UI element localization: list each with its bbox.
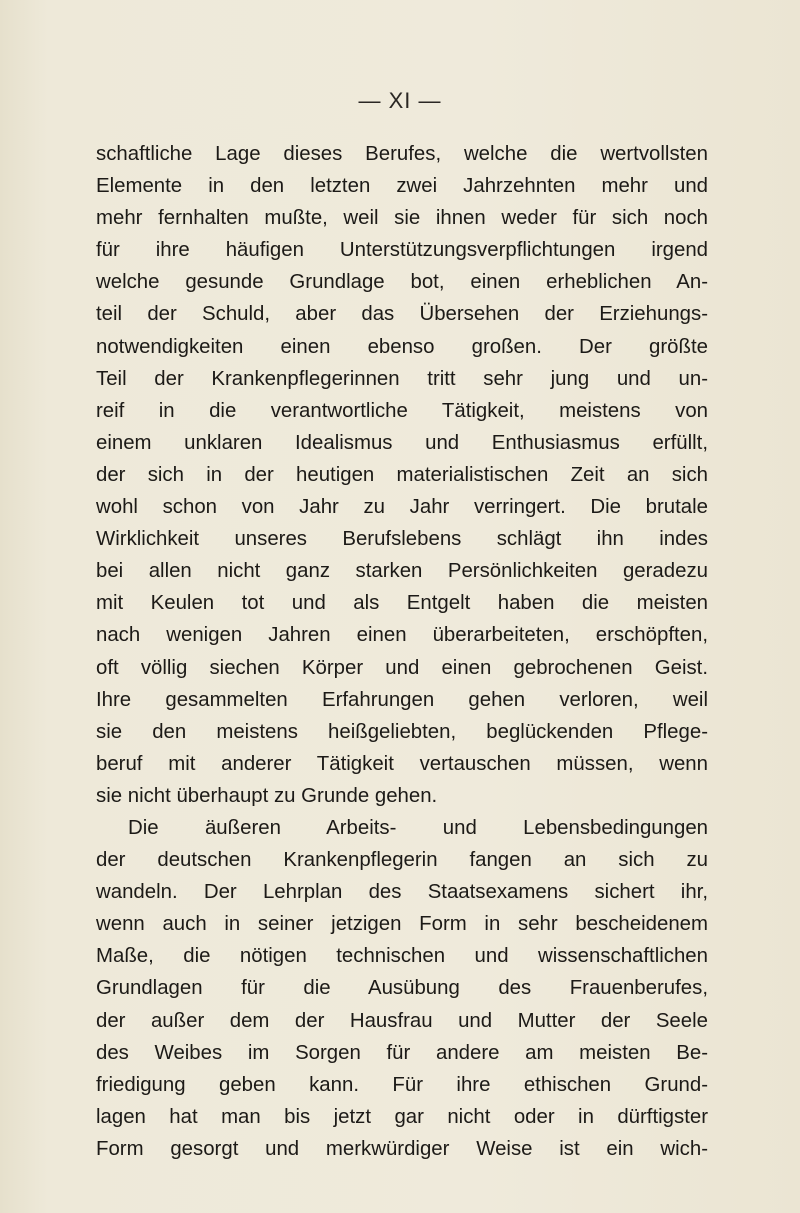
text-line: beruf mit anderer Tätigkeit vertauschen müssen, wenn [96, 752, 708, 775]
text-line: Wirklichkeit unseres Berufslebens schlägt ihn indes [96, 528, 708, 551]
text-line: notwendigkeiten einen ebenso großen. Der größte [96, 335, 708, 358]
text-line: oft völlig siechen Körper und einen gebrochenen Geist. [96, 656, 708, 679]
text-line: sie den meistens heißgeliebten, beglückenden Pflege- [96, 720, 708, 743]
page-number: — XI — [358, 88, 442, 113]
paragraph-end-line: sie nicht überhaupt zu Grunde gehen. [96, 784, 438, 807]
body-text [96, 138, 708, 1165]
text-line: Elemente in den letzten zwei Jahrzehnten mehr und [96, 175, 708, 198]
text-line: nach wenigen Jahren einen überarbeiteten, erschöpften, [96, 624, 708, 647]
text-line: welche gesunde Grundlage bot, einen erheblichen An- [96, 271, 708, 294]
text-line: für ihre häufigen Unterstützungsverpflichtungen irgend [96, 239, 708, 262]
text-line: lagen hat man bis jetzt gar nicht oder in dürftigster [96, 1105, 708, 1128]
text-line: teil der Schuld, aber das Übersehen der Erziehungs- [96, 303, 708, 326]
text-line: Grundlagen für die Ausübung des Frauenberufes, [96, 977, 708, 1000]
text-line: Teil der Krankenpflegerinnen tritt sehr jung und un- [96, 367, 708, 390]
text-line: einem unklaren Idealismus und Enthusiasmus erfüllt, [96, 431, 708, 454]
text-line: friedigung geben kann. Für ihre ethischen Grund- [96, 1073, 708, 1096]
text-line: der deutschen Krankenpflegerin fangen an sich zu [96, 849, 708, 872]
text-line: Form gesorgt und merkwürdiger Weise ist ein wich- [96, 1137, 708, 1160]
text-line: Maße, die nötigen technischen und wissenschaftlichen [96, 945, 708, 968]
paragraph-start-line: Die äußeren Arbeits- und Lebensbedingungen [128, 816, 708, 839]
text-line: bei allen nicht ganz starken Persönlichkeiten geradezu [96, 560, 708, 583]
text-line: der sich in der heutigen materialistischen Zeit an sich [96, 463, 708, 486]
text-line: mit Keulen tot und als Entgelt haben die meisten [96, 592, 708, 615]
text-line: schaftliche Lage dieses Berufes, welche die wertvollsten [96, 143, 708, 165]
text-line: reif in die verantwortliche Tätigkeit, meistens von [96, 399, 708, 422]
text-line: des Weibes im Sorgen für andere am meisten Be- [96, 1041, 708, 1064]
text-line: wandeln. Der Lehrplan des Staatsexamens sichert ihr, [96, 881, 708, 904]
text-line: wenn auch in seiner jetzigen Form in sehr bescheidenem [96, 913, 708, 936]
text-line: der außer dem der Hausfrau und Mutter der Seele [96, 1009, 708, 1032]
text-line: mehr fernhalten mußte, weil sie ihnen weder für sich noch [96, 207, 708, 230]
text-line: Ihre gesammelten Erfahrungen gehen verloren, weil [96, 688, 708, 711]
text-line: wohl schon von Jahr zu Jahr verringert. Die brutale [96, 496, 708, 519]
